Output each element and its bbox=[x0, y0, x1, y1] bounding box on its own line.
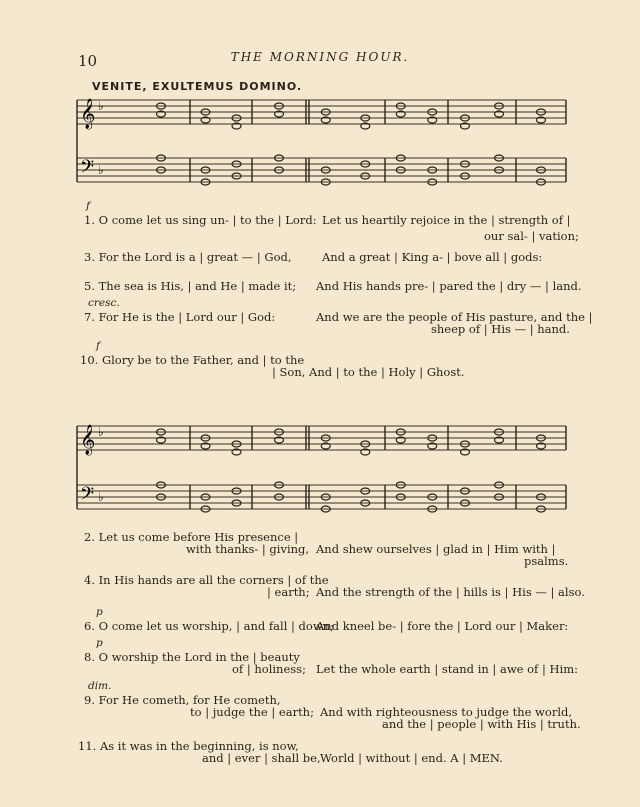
verse-11-second-half: World | without | end. A | MEN. bbox=[320, 751, 503, 765]
verse-1-continuation: our sal- | vation; bbox=[484, 229, 579, 243]
verse-1-second-half: Let us heartily rejoice in the | strength of | bbox=[322, 213, 571, 227]
verse-11-first-half: 11. As it was in the beginning, is now, bbox=[78, 739, 299, 753]
verse-7-continuation: sheep of | His — | hand. bbox=[431, 322, 570, 336]
verse-10-first-half: 10. Glory be to the Father, and | to the bbox=[80, 353, 305, 367]
bass-clef: 𝄢 bbox=[80, 157, 95, 182]
verse-10-second-half: | Son, And | to the | Holy | Ghost. bbox=[272, 365, 465, 379]
verse-8-cont: of | holiness; bbox=[232, 662, 306, 676]
key-signature-flat: ♭ bbox=[98, 99, 104, 113]
verse-2-second-half: And shew ourselves | glad in | Him with | bbox=[316, 542, 556, 556]
dynamic-forte: f bbox=[86, 200, 90, 212]
verse-5-second-half: And His hands pre- | pared the | dry — | land. bbox=[316, 279, 582, 293]
verse-6-second-half: And kneel be- | fore the | Lord our | Maker: bbox=[316, 619, 569, 633]
dynamic-forte-gloria: f bbox=[96, 340, 100, 352]
verse-11-cont: and | ever | shall be, bbox=[202, 751, 321, 765]
verse-7-second-half: And we are the people of His pasture, and the | bbox=[316, 310, 593, 324]
running-head: THE MORNING HOUR. bbox=[230, 50, 410, 64]
verse-4-second-half: And the strength of the | hills is | His — | also. bbox=[316, 585, 585, 599]
verse-2-first-half: 2. Let us come before His presence | bbox=[84, 530, 299, 544]
verse-8-first-half: 8. O worship the Lord in the | beauty bbox=[84, 650, 300, 664]
key-signature-flat: ♭ bbox=[98, 490, 104, 504]
verse-2-cont: with thanks- | giving, bbox=[186, 542, 310, 556]
verse-7-first-half: 7. For He is the | Lord our | God: bbox=[84, 310, 276, 324]
dynamic-piano-8: p bbox=[96, 637, 103, 649]
verse-9-end: and the | people | with His | truth. bbox=[382, 717, 581, 731]
verse-9-first-half: 9. For He cometh, for He cometh, bbox=[84, 693, 281, 707]
verse-2-end: psalms. bbox=[524, 554, 569, 568]
verse-4-first-half: 4. In His hands are all the corners | of the bbox=[84, 573, 329, 587]
page-number: 10 bbox=[78, 52, 98, 70]
dynamic-dim: dim. bbox=[88, 680, 112, 692]
verse-1-first-half: 1. O come let us sing un- | to the | Lord: bbox=[84, 213, 317, 227]
verse-3-first-half: 3. For the Lord is a | great — | God, bbox=[84, 250, 292, 264]
verse-8-second-half: Let the whole earth | stand in | awe of | Him: bbox=[316, 662, 578, 676]
verse-4-cont: | earth; bbox=[267, 585, 310, 599]
treble-clef: 𝄞 bbox=[80, 99, 96, 129]
verse-6-first-half: 6. O come let us worship, | and fall | down; bbox=[84, 619, 334, 633]
dynamic-piano-6: p bbox=[96, 606, 103, 618]
verse-9-second-half: And with righteousness to judge the world, bbox=[320, 705, 573, 719]
treble-clef: 𝄞 bbox=[80, 425, 96, 455]
chant-title: VENITE, EXULTEMUS DOMINO. bbox=[92, 80, 303, 93]
bass-clef: 𝄢 bbox=[80, 484, 95, 509]
verse-3-second-half: And a great | King a- | bove all | gods: bbox=[322, 250, 543, 264]
verse-5-first-half: 5. The sea is His, | and He | made it; bbox=[84, 279, 297, 293]
verse-9-cont: to | judge the | earth; bbox=[190, 705, 314, 719]
key-signature-flat: ♭ bbox=[98, 425, 104, 439]
key-signature-flat: ♭ bbox=[98, 163, 104, 177]
dynamic-cresc: cresc. bbox=[88, 297, 120, 309]
